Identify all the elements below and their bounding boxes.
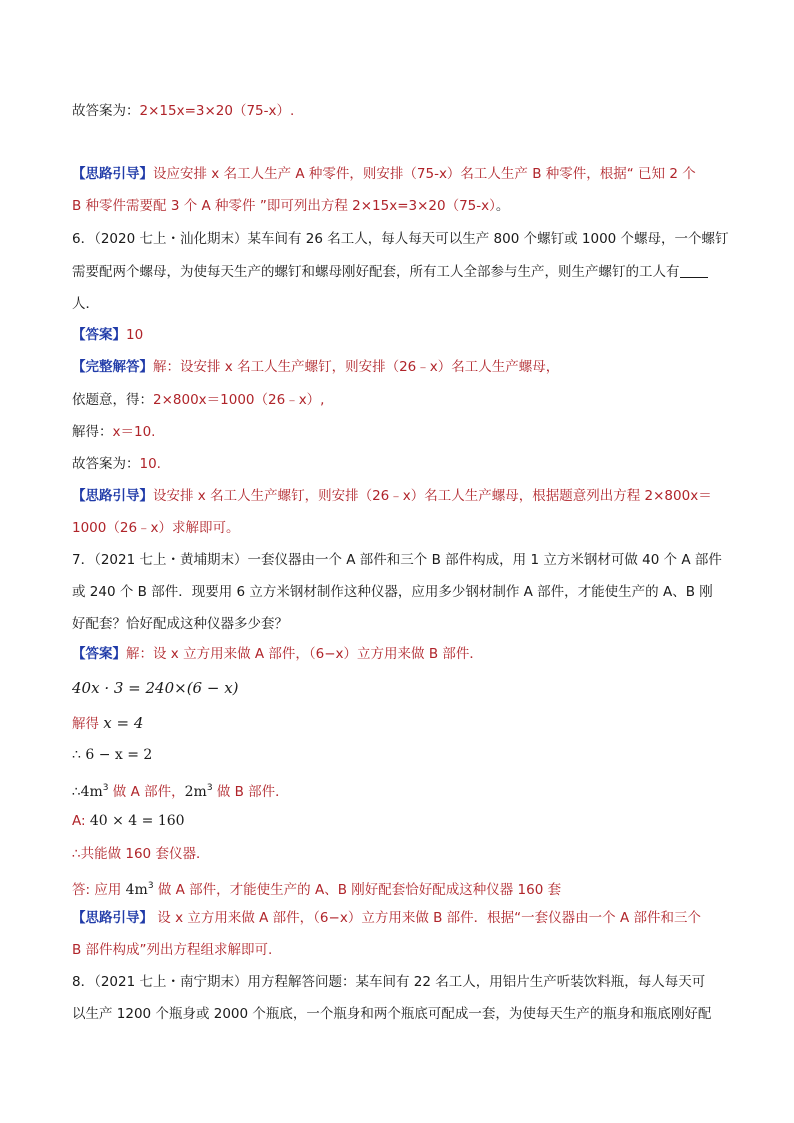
q6-guide-line-2: 1000（26﹣x）求解即可。: [72, 520, 240, 536]
q6-stem-line-2: 需要配两个螺母，为使每天生产的螺钉和螺母刚好配套，所有工人全部参与生产，则生产螺钉的工人有: [72, 262, 708, 282]
q7-stem-line-2: 或 240 个 B 部件．现要用 6 立方米钢材制作这种仪器，应用多少钢材制作 A 部件，才能使生产的 A、B 刚: [72, 584, 713, 600]
q6-stem-line-1: 6．（2020 七上・汕化期末）某车间有 26 名工人，每人每天可以生产 800 个螺钉或 1000 个螺母，一个螺钉: [72, 231, 729, 247]
answer-blank: [680, 263, 708, 278]
prev-guide-line-1: 【思路引导】设应安排 x 名工人生产 A 种零件，则安排（75-x）名工人生产 B 种零件，根据“ 已知 2 个: [72, 166, 696, 182]
q6-answer-line: 【答案】10: [72, 327, 144, 343]
guide-tag: 【思路引导】: [72, 488, 153, 504]
q7-final-answer-line: 答: 应用 $4m^3$ 做 A 部件，才能使生产的 A、B 刚好配套恰好配成这种仪器 160 套: [72, 881, 562, 898]
q7-stem-line-3: 好配套？恰好配成这种仪器多少套？: [72, 616, 288, 632]
prev-guide-line-2: B 种零件需要配 3 个 A 种零件 ”即可列出方程 2×15x=3×20（75-x）。: [72, 198, 510, 214]
q6-solution-line-2: 依题意，得：2×800x＝1000（26﹣x）,: [72, 392, 325, 408]
q7-solve-line: 解得 x = 4: [72, 714, 144, 732]
q7-allocation-line: $\therefore 4m^3$ 做 A 部件，$2m^3$ 做 B 部件．: [72, 783, 289, 800]
q7-guide-line-2: B 部件构成”列出方程组求解即可.: [72, 942, 273, 958]
q7-product-line: A: 40 × 4 = 160: [72, 813, 185, 829]
q8-stem-line-2: 以生产 1200 个瓶身或 2000 个瓶底，一个瓶身和两个瓶底可配成一套，为使每天生产的瓶身和瓶底刚好配: [72, 1006, 712, 1022]
prev-answer-line: 故答案为：2×15x=3×20（75-x）.: [72, 103, 295, 119]
q7-therefore-line: ∴ 6 − x = 2: [72, 747, 153, 763]
q7-answer-line: 【答案】解：设 x 立方用来做 A 部件，（6−x）立方用来做 B 部件．: [72, 646, 483, 662]
q6-solution-line-4: 故答案为：10.: [72, 456, 161, 472]
full-solution-tag: 【完整解答】: [72, 359, 153, 375]
q7-equation: 40x · 3 = 240×(6 − x): [72, 679, 239, 697]
q6-full-solution-line-1: 【完整解答】解：设安排 x 名工人生产螺钉，则安排（26﹣x）名工人生产螺母，: [72, 359, 560, 375]
guide-tag: 【思路引导】: [72, 166, 153, 182]
q7-stem-line-1: 7．（2021 七上・黄埔期末）一套仪器由一个 A 部件和三个 B 部件构成，用 1 立方米钢材可做 40 个 A 部件: [72, 552, 722, 568]
answer-tag: 【答案】: [72, 646, 126, 662]
q6-guide-line-1: 【思路引导】设安排 x 名工人生产螺钉，则安排（26﹣x）名工人生产螺母，根据题意列出方程 2×800x＝: [72, 488, 712, 504]
answer-tag: 【答案】: [72, 327, 126, 343]
q6-stem-line-3: 人．: [72, 296, 99, 312]
q8-stem-line-1: 8．（2021 七上・南宁期末）用方程解答问题：某车间有 22 名工人，用铝片生产听装饮料瓶，每人每天可: [72, 974, 706, 990]
q7-total-line: ∴共能做 160 套仪器．: [72, 846, 210, 862]
q6-solution-line-3: 解得：x＝10.: [72, 424, 156, 440]
guide-tag: 【思路引导】: [72, 910, 153, 926]
q7-guide-line-1: 【思路引导】 设 x 立方用来做 A 部件，（6−x）立方用来做 B 部件．根据“一套仪器由一个 A 部件和三个: [72, 910, 701, 926]
